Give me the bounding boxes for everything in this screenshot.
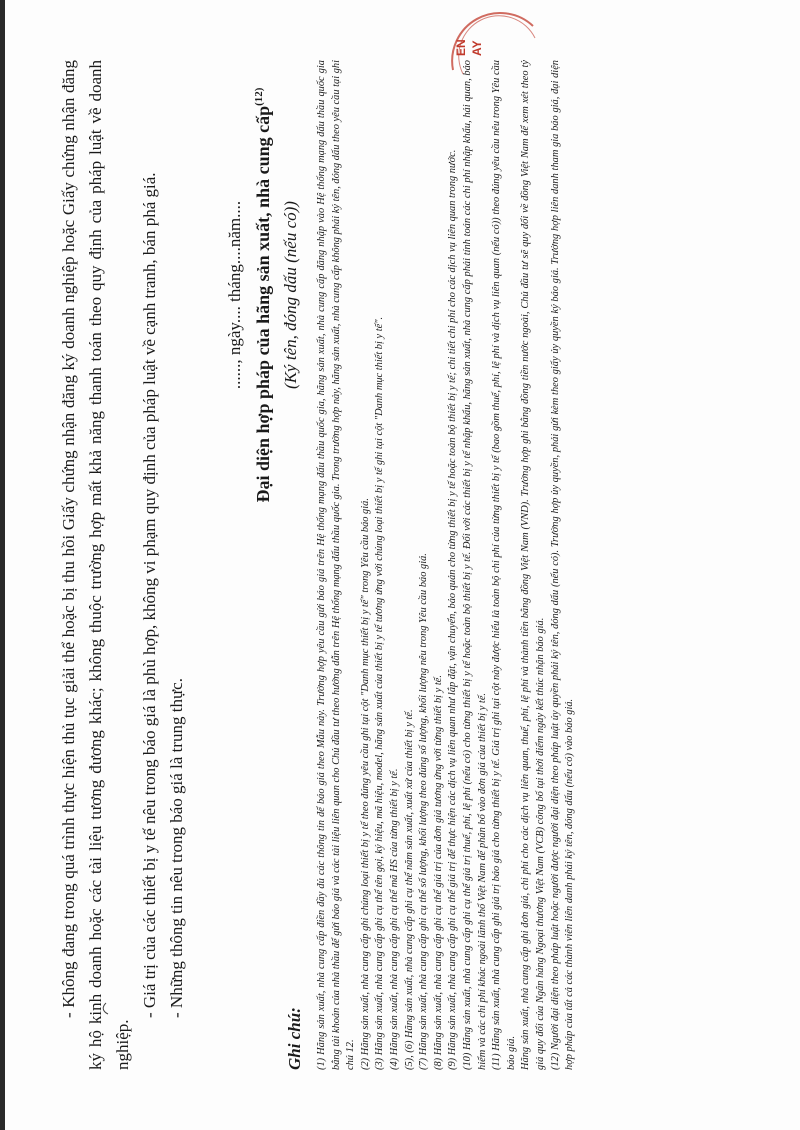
note-item: (9) Hãng sản xuất, nhà cung cấp ghi cụ thể giá trị để thực hiện các dịch vụ liên quan như lắp đặt, vận chuyển, bảo quản cho từng thiết bị y tế hoặc toàn bộ thiết bị y tế; chi tiết chi phí cho các dịch vụ liên quan trong nước.: [447, 149, 459, 1070]
note-item: (11) Hãng sản xuất, nhà cung cấp ghi giá trị báo giá cho từng thiết bị y tế. Giá trị ghi tại cột này được hiểu là toàn bộ chi phí của từng thiết bị y tế (bao gồm thuế, phí, lệ phí và dịch vụ liên quan (nếu có)) theo đúng yêu cầu nêu trong Yêu cầu báo giá.: [491, 60, 517, 1070]
note-item: (8) Hãng sản xuất, nhà cung cấp ghi cụ thể giá trị của đơn giá tương ứng với từng thiết bị y tế.: [432, 675, 444, 1070]
notes-list: [315, 60, 578, 1070]
commitment-bullet-1: - Không đang trong quá trình thực hiện thủ tục giải thể hoặc bị thu hồi Giấy chứng nhận đăng ký doanh nghiệp hoặc Giấy chứng nhận đăng ký hộ kinh doanh hoặc các tài liệu tương đương khác; không thuộc trường hợp mất khả năng thanh toán theo quy định của pháp luật về doanh nghiệp.: [59, 60, 132, 1070]
note-item: (10) Hãng sản xuất, nhà cung cấp ghi cụ thể giá trị thuế, phí, lệ phí (nếu có) cho từng thiết bị y tế hoặc toàn bộ thiết bị y tế. Đối với các thiết bị y tế nhập khẩu, hãng sản xuất, nhà cung cấp phải tính toán các chi phí nhập khẩu, hải quan, bảo hiểm và các chi phí khác ngoài lãnh thổ Việt Nam để phân bổ vào đơn giá của thiết bị y tế.: [461, 60, 488, 1070]
note-item: (2) Hãng sản xuất, nhà cung cấp ghi chủng loại thiết bị y tế theo đúng yêu cầu ghi tại cột "Danh mục thiết bị y tế" trong Yêu cầu báo giá.: [359, 498, 371, 1070]
note-item: (3) Hãng sản xuất, nhà cung cấp ghi cụ thể tên gọi, ký hiệu, mã hiệu, model, hãng sản xuất của thiết bị y tế tương ứng với chủng loại thiết bị y tế ghi tại cột "Danh mục thiết bị y tế".: [374, 316, 386, 1070]
signature-title: [253, 60, 274, 530]
stamp-text-1: EN: [454, 39, 468, 56]
signature-title-text: Đại diện hợp pháp của hãng sản xuất, nhà cung cấp: [253, 105, 273, 503]
note-item: (5), (6) Hãng sản xuất, nhà cung cấp ghi cụ thể năm sản xuất, xuất xứ của thiết bị y tế.: [403, 709, 415, 1070]
note-item: (12) Người đại diện theo pháp luật hoặc người được người đại diện theo pháp luật ủy quyền phải ký tên, đóng dấu (nếu có). Trường hợp ủy quyền, phải gửi kèm theo giấy ủy quyền ký báo giá. Trường hợp liên danh tham gia báo giá, đại diện hợp pháp của tất cả các thành viên liên danh phải ký tên, đóng dấu (nếu có) vào báo giá.: [549, 60, 576, 1070]
note-item: Hãng sản xuất, nhà cung cấp ghi đơn giá, chi phí cho các dịch vụ liên quan, thuế, phí, lệ phí và thành tiền bằng đồng Việt Nam (VND). Trường hợp ghi bằng đồng tiền nước ngoài, Chủ đầu tư sẽ quy đổi về đồng Việt Nam để xem xét theo tỷ giá quy đổi của Ngân hàng Ngoại thương Việt Nam (VCB) công bố tại thời điểm ngày kết thúc nhận báo giá.: [520, 60, 546, 1070]
signature-note: (Ký tên, đóng dấu (nếu có)): [281, 201, 300, 389]
document-content: [55, 60, 755, 1070]
commitment-bullet-2: - Giá trị của các thiết bị y tế nêu trong báo giá là phù hợp, không vi phạm quy định của pháp luật về cạnh tranh, bán phá giá.: [140, 172, 159, 1018]
stamp-text-2: AY: [470, 40, 484, 56]
note-item: (7) Hãng sản xuất, nhà cung cấp ghi cụ thể số lượng, khối lượng theo đúng số lượng, khối lượng nêu trong Yêu cầu báo giá.: [418, 553, 430, 1070]
red-stamp-icon: [445, 8, 540, 78]
pen-mark-icon: [100, 1001, 110, 1015]
note-item: (1) Hãng sản xuất, nhà cung cấp điền đầy đủ các thông tin để báo giá theo Mẫu này. Trường hợp yêu cầu gửi báo giá trên Hệ thống mạng đấu thầu quốc gia, hãng sản xuất, nhà cung cấp đăng nhập vào Hệ thống mạng đấu thầu quốc gia bằng tài khoản của nhà thầu để gửi báo giá và các tài liệu liên quan cho Chủ đầu tư theo hướng dẫn trên Hệ thống mạng đấu thầu quốc gia. Trong trường hợp này, hãng sản xuất, nhà cung cấp không phải ký tên, đóng dấu theo yêu cầu tại ghi chú 12.: [316, 60, 357, 1070]
signature-title-sup: (12): [253, 87, 265, 106]
notes-heading: Ghi chú:: [285, 1007, 304, 1070]
note-item: (4) Hãng sản xuất, nhà cung cấp ghi cụ thể mã HS của từng thiết bị y tế.: [388, 768, 400, 1070]
signature-date-line: ......, ngày.... tháng....năm....: [225, 200, 244, 390]
commitment-bullet-3: - Những thông tin nêu trong báo giá là trung thực.: [167, 678, 186, 1018]
